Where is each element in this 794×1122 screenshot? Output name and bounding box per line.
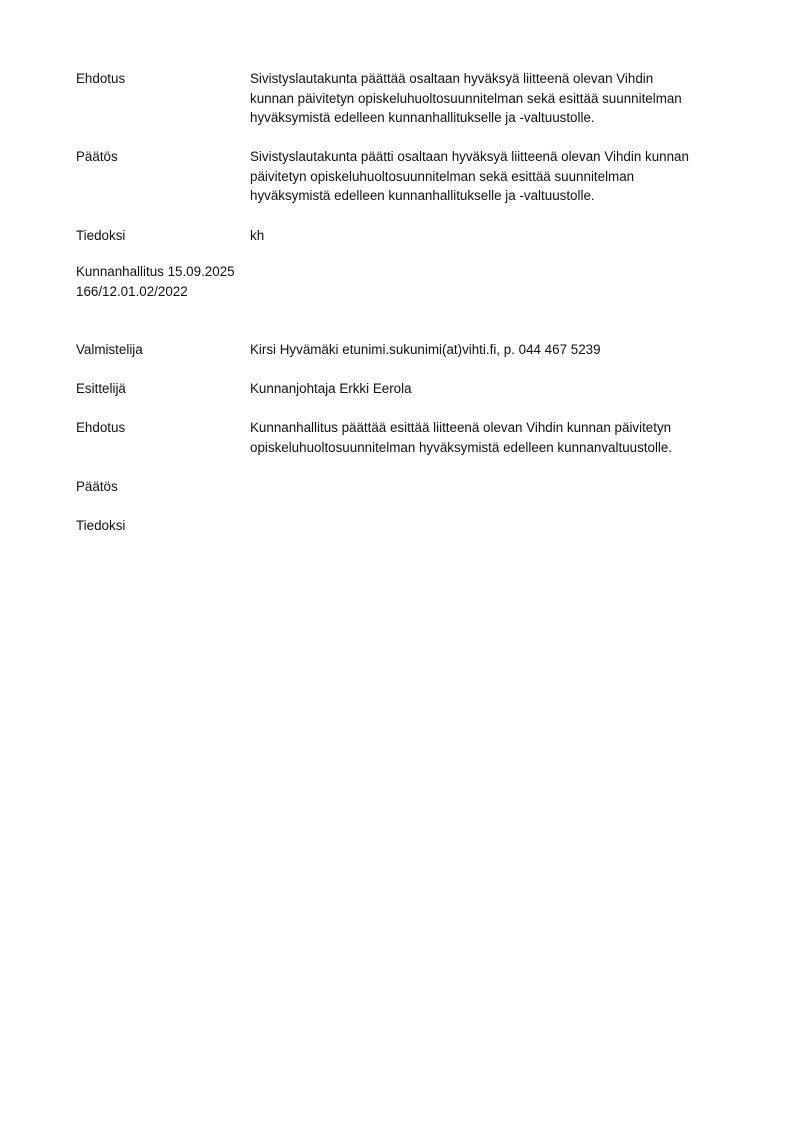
decision-text: [250, 147, 756, 206]
proposal-label: Ehdotus: [76, 71, 126, 86]
proposal-line: kunnan päivitetyn opiskeluhuoltosuunnitelman sekä esittää suunnitelman: [250, 90, 682, 106]
preparer-label: Valmistelija: [76, 342, 143, 357]
presenter-value: Kunnanjohtaja Erkki Eerola: [250, 381, 412, 396]
for-information-row-1: [76, 226, 756, 246]
decision-row-2: [76, 477, 756, 497]
decision-line: Sivistyslautakunta päätti osaltaan hyväksyä liitteenä olevan Vihdin kunnan: [250, 149, 689, 164]
presenter-label: Esittelijä: [76, 381, 126, 396]
proposal-text: [250, 418, 756, 457]
decision-row-1: [76, 147, 756, 206]
meeting-reference: 166/12.01.02/2022: [76, 283, 188, 299]
proposal-row-1: [76, 69, 756, 128]
decision-label: Päätös: [76, 149, 118, 164]
for-information-label: Tiedoksi: [76, 228, 126, 243]
preparer-value: Kirsi Hyvämäki etunimi.sukunimi(at)vihti.fi, p. 044 467 5239: [250, 342, 601, 357]
proposal-line: hyväksymistä edelleen kunnanhallitukselle ja -valtuustolle.: [250, 110, 595, 125]
preparer-row: [76, 340, 756, 360]
proposal-text: [250, 69, 756, 128]
meeting-header: [76, 262, 235, 301]
decision-line: hyväksymistä edelleen kunnanhallitukselle ja -valtuustolle.: [250, 188, 595, 203]
decision-line: päivitetyn opiskeluhuoltosuunnitelman sekä esittää suunnitelman: [250, 168, 635, 184]
for-information-label: Tiedoksi: [76, 518, 126, 533]
proposal-row-2: [76, 418, 756, 457]
proposal-line: Sivistyslautakunta päättää osaltaan hyväksyä liitteenä olevan Vihdin: [250, 71, 654, 86]
presenter-row: [76, 379, 756, 399]
for-information-value: [250, 516, 756, 536]
decision-text: [250, 477, 756, 497]
proposal-line: Kunnanhallitus päättää esittää liitteenä olevan Vihdin kunnan päivitetyn: [250, 420, 672, 435]
proposal-label: Ehdotus: [76, 420, 126, 435]
for-information-row-2: [76, 516, 756, 536]
for-information-value: kh: [250, 228, 265, 243]
meeting-title: Kunnanhallitus 15.09.2025: [76, 264, 235, 279]
decision-label: Päätös: [76, 479, 118, 494]
proposal-line: opiskeluhuoltosuunnitelman hyväksymistä edelleen kunnanvaltuustolle.: [250, 439, 673, 455]
